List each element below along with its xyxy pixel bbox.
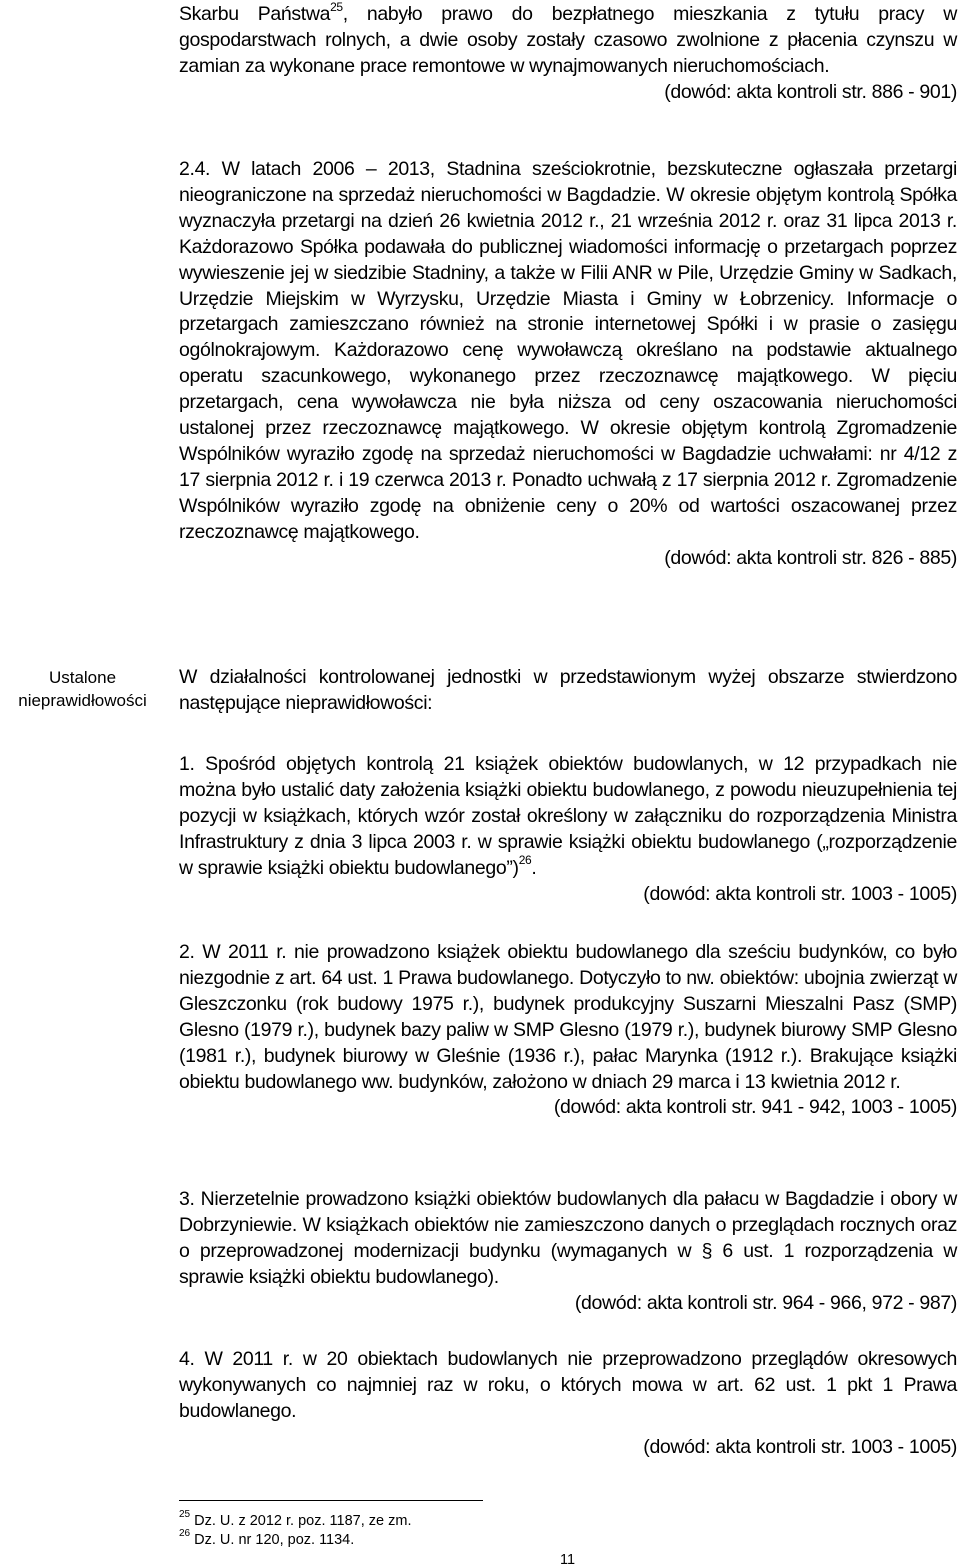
item-text: 2. W 2011 r. nie prowadzono książek obiektu budowlanego dla sześciu budynków, co było niezgodnie z art. 64 ust. 1 Prawa budowlanego. Dotyczyło to nw. obiektów: ubojnia zwierząt w Gleszczonku (rok budowy 1975 r.), budynek produkcyjny Suszarni Mieszalni Pasz (SMP) Glesno (1979 r.), budynek bazy paliw w SMP Glesno (1979 r.), budynek biurowy SMP Glesno (1981 r.), budynek biurowy w Gleśnie (1936 r.), pałac Marynka (1912 r.). Brakujące książki obiektu budowlanego ww. budynków, założono w dniach 29 marca i 13 kwietnia 2012 r.	[179, 941, 957, 1093]
paragraph-continuation	[179, 2, 957, 106]
page-number: 11	[560, 1552, 576, 1568]
irregularity-item-3	[179, 1187, 957, 1317]
evidence-reference: (dowód: akta kontroli str. 826 - 885)	[664, 546, 957, 569]
item-text-end: .	[531, 856, 537, 879]
irregularity-item-4	[179, 1347, 957, 1461]
item-text: 1. Spośród objętych kontrolą 21 książek obiektów budowlanych, w 12 przypadkach nie można było ustalić daty założenia książki obiektu budowlanego, z powodu nieuzupełnienia tej pozycji w książkach, których wzór został określony w załączniku do rozporządzenia Ministra Infrastruktury z dnia 3 lipca 2003 r. w sprawie książki obiektu budowlanego („rozporządzenie w sprawie książki obiektu budowlanego”)	[179, 753, 957, 879]
footnote-text: Dz. U. nr 120, poz. 1134.	[194, 1532, 355, 1548]
irregularities-intro: W działalności kontrolowanej jednostki w przedstawionym wyżej obszarze stwierdzono następujące nieprawidłowości:	[179, 666, 957, 714]
footnote-ref-26: 26	[518, 853, 532, 868]
irregularity-item-1	[179, 752, 957, 907]
sidebar-label-line: Ustalone	[48, 668, 117, 687]
footnote-number: 26	[179, 1528, 191, 1540]
footnote-number: 25	[179, 1509, 191, 1521]
item-text: 3. Nierzetelnie prowadzono książki obiektów budowlanych dla pałacu w Bagdadzie i obory w Dobrzyniewie. W książkach obiektów nie zamieszczono danych o przeglądach rocznych oraz o przeprowadzonej modernizacji budynku (wymaganych w § 6 ust. 1 rozporządzenia w sprawie książki obiektu budowlanego).	[179, 1188, 957, 1288]
evidence-reference: (dowód: akta kontroli str. 1003 - 1005)	[643, 1435, 957, 1458]
item-text: 4. W 2011 r. w 20 obiektach budowlanych nie przeprowadzono przeglądów okresowych wykonywanych co najmniej raz w roku, o których mowa w art. 62 ust. 1 pkt 1 Prawa budowlanego.	[179, 1348, 957, 1422]
sidebar-label	[0, 666, 165, 712]
footnote-25	[179, 1509, 412, 1529]
paragraph-text: , nabyło prawo do bezpłatnego mieszkania z tytułu pracy w gospodarstwach rolnych, a dwie osoby zostały czasowo zwolnione z płacenia czynszu w zamian za wykonane prace remontowe w wynajmowanych nieruchomościach.	[179, 3, 957, 77]
footnote-26	[179, 1528, 355, 1548]
evidence-reference: (dowód: akta kontroli str. 941 - 942, 1003 - 1005)	[553, 1096, 957, 1119]
section-2-4	[179, 157, 957, 572]
evidence-reference: (dowód: akta kontroli str. 886 - 901)	[664, 80, 957, 103]
footnote-separator	[179, 1500, 483, 1501]
evidence-reference: (dowód: akta kontroli str. 964 - 966, 972 - 987)	[574, 1291, 957, 1314]
footnote-ref-25: 25	[330, 0, 343, 14]
paragraph-text: Skarbu Państwa	[179, 3, 331, 25]
irregularity-item-2	[179, 940, 957, 1121]
section-text: 2.4. W latach 2006 – 2013, Stadnina sześciokrotnie, bezskuteczne ogłaszała przetargi nieograniczone na sprzedaż nieruchomości w Bagdadzie. W okresie objętym kontrolą Spółka wyznaczyła przetargi na dzień 26 kwietnia 2012 r., 21 września 2012 r. oraz 31 lipca 2013 r. Każdorazowo Spółka podawała do publicznej wiadomości informację o przetargach poprzez wywieszenie jej w siedzibie Stadniny, a także w Filii ANR w Pile, Urzędzie Gminy w Sadkach, Urzędzie Miejskim w Wyrzysku, Urzędzie Miasta i Gminy w Łobrzenicy. Informacje o przetargach zamieszczano również na stronie internetowej Spółki i w prasie o zasięgu ogólnokrajowym. Każdorazowo cenę wywoławczą określano na podstawie aktualnego operatu szacunkowego, wykonanego przez rzeczoznawcę majątkowego. W pięciu przetargach, cena wywoławcza nie była niższa od ceny oszacowania nieruchomości ustalonej przez rzeczoznawcę majątkowego. W okresie objętym kontrolą Zgromadzenie Wspólników wyraziło zgodę na sprzedaż nieruchomości w Bagdadzie uchwałami: nr 4/12 z 17 sierpnia 2012 r. i 19 czerwca 2013 r. Ponadto uchwałą z 17 sierpnia 2012 r. Zgromadzenie Wspólników wyraziło zgodę na obniżenie ceny o 20% od wartości oszacowanej przez rzeczoznawcę majątkowego.	[179, 158, 957, 543]
footnote-text: Dz. U. z 2012 r. poz. 1187, ze zm.	[194, 1513, 412, 1529]
evidence-reference: (dowód: akta kontroli str. 1003 - 1005)	[643, 882, 957, 905]
sidebar-label-line: nieprawidłowości	[18, 691, 147, 710]
